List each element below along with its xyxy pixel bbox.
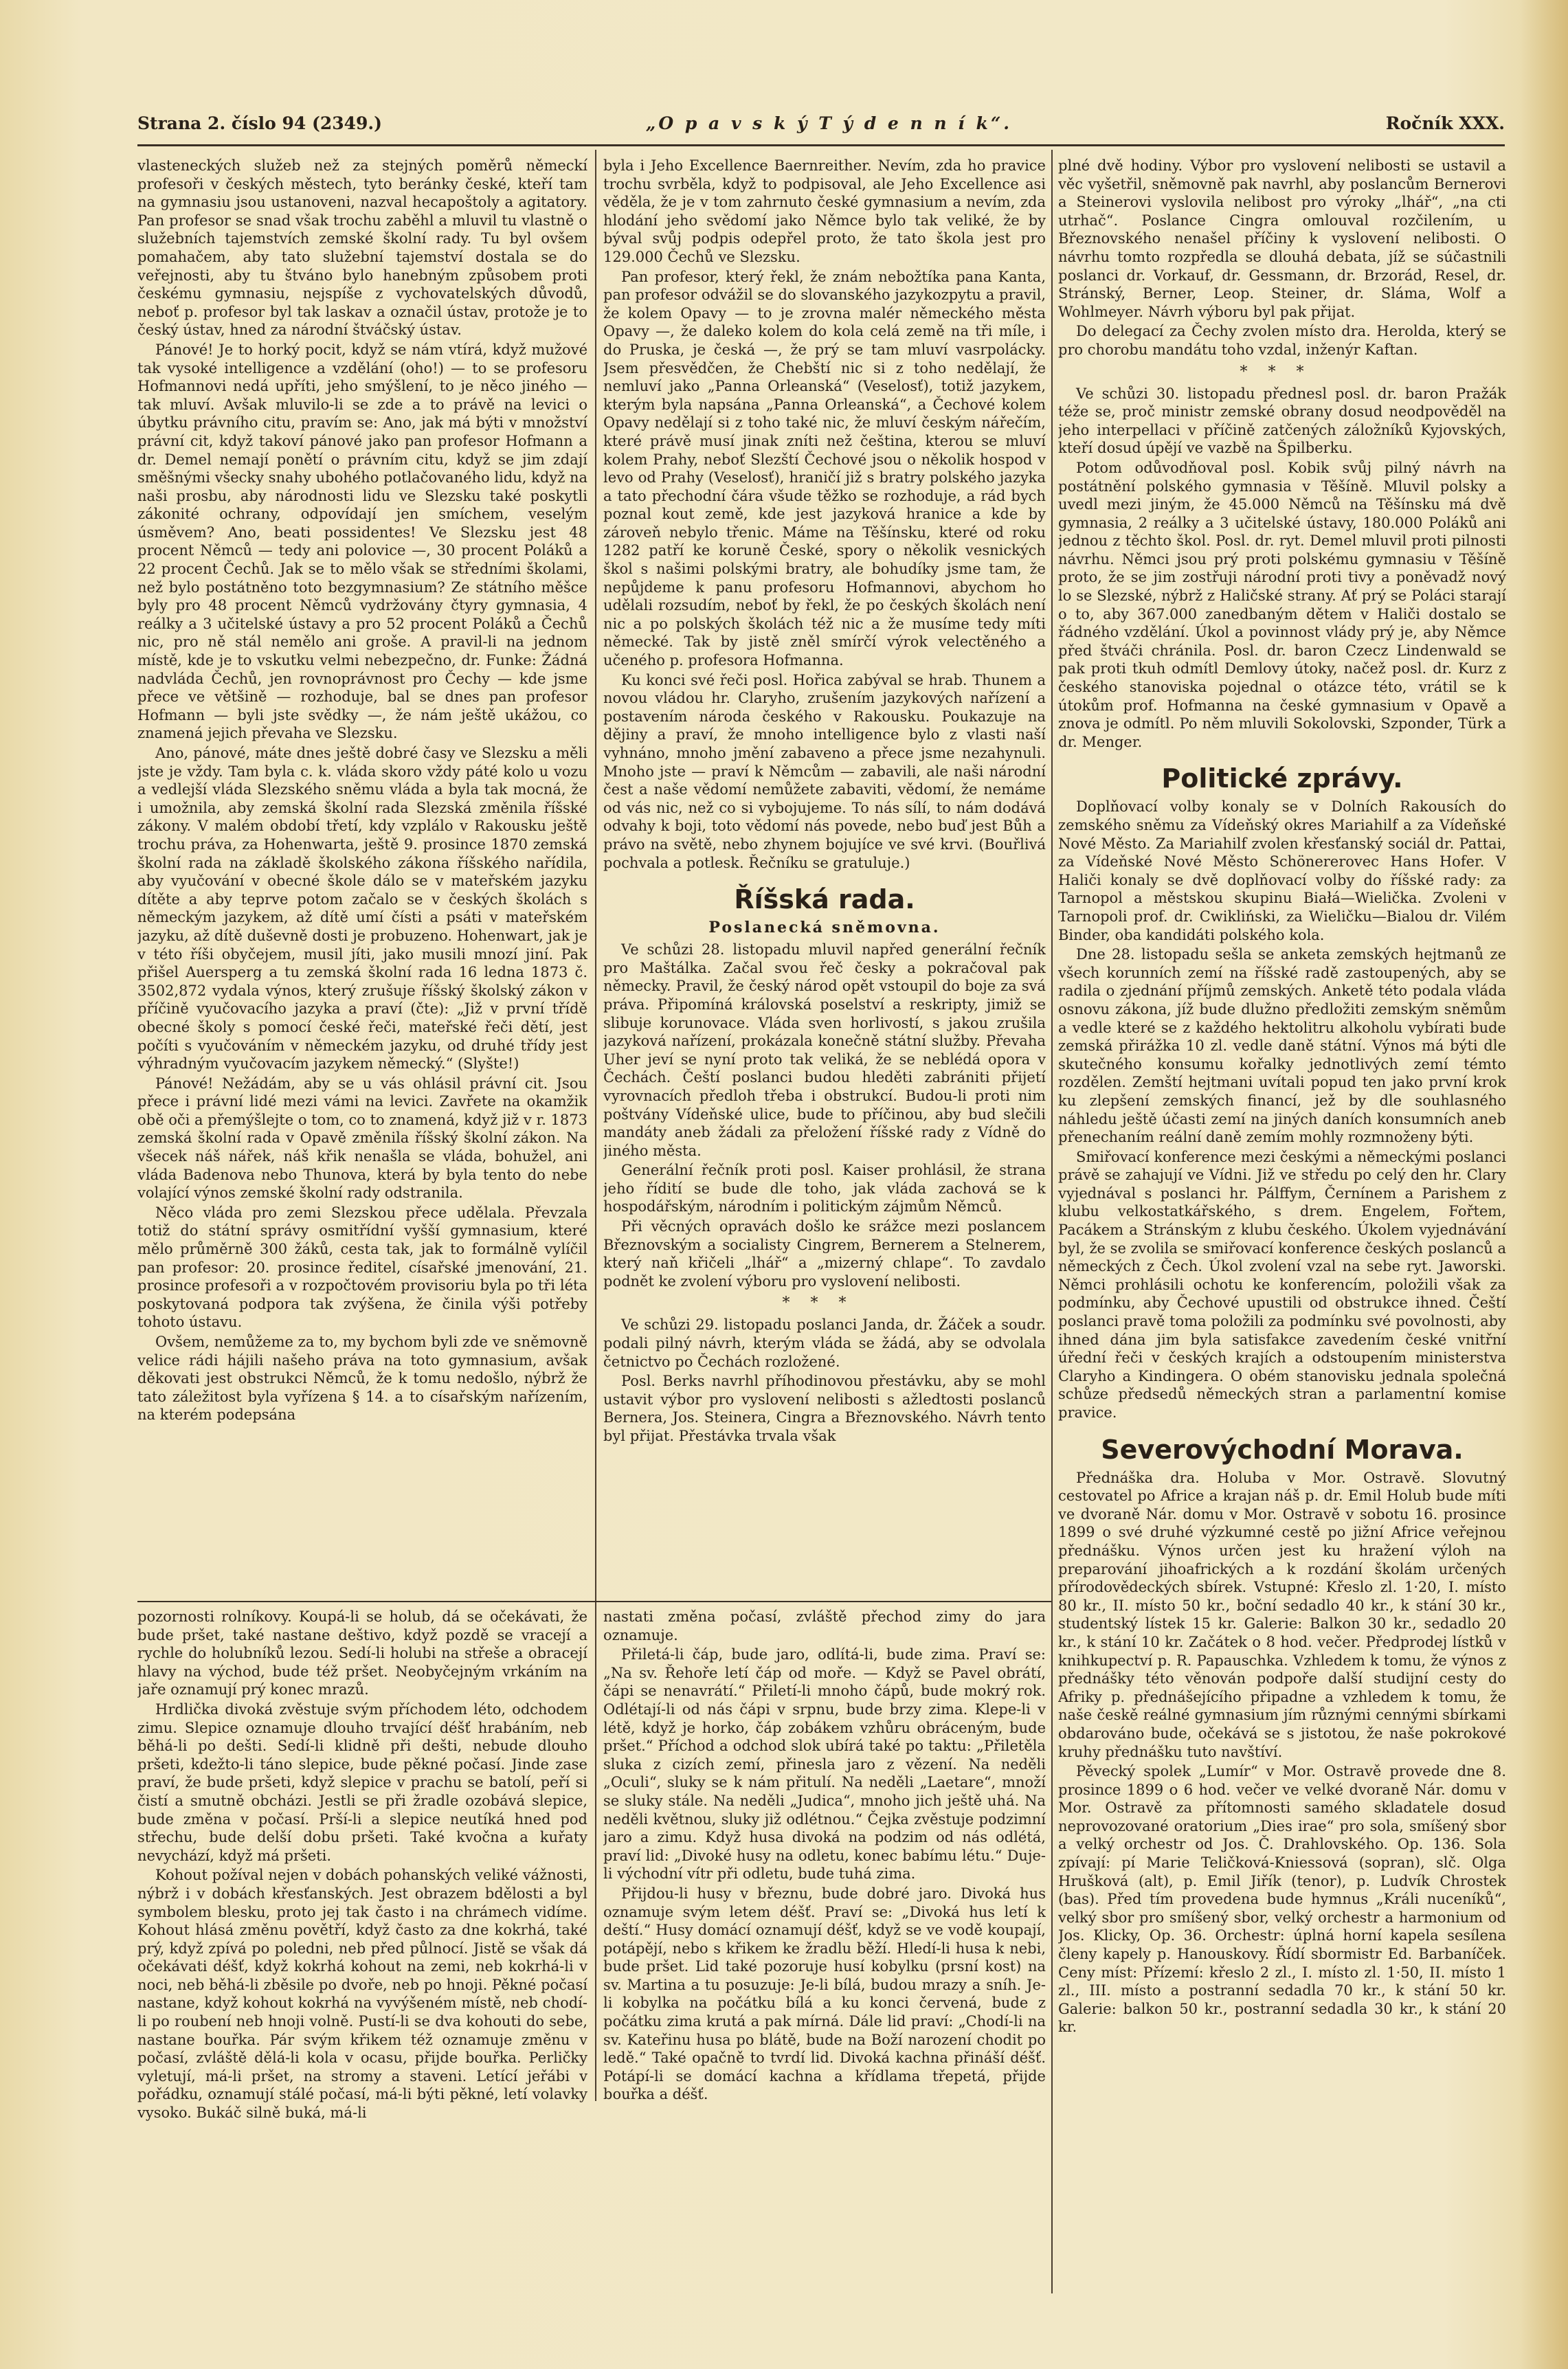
page-number: Strana 2. číslo 94 (2349.) [137, 113, 382, 133]
paragraph: Doplňovací volby konaly se v Dolních Rakousích do zemského sněmu za Vídeňský okres Mariahilf a za Vídeňské Nové Město. Za Mariahilf zvolen křesťanský sociál dr. Pattai, za Vídeňské Nové Město Schönererovec Hans Hofer. V Haliči konaly se dvě doplňovací volby do říšské rady: za Tarnopol a městskou skupinu Białá—Wielička. Zvoleni v Tarnopoli prof. dr. Cwikliński, za Wieličku—Bialou dr. Vilém Binder, oba kandidáti polského kola. [1058, 798, 1506, 943]
paragraph: Ku konci své řeči posl. Hořica zabýval se hrab. Thunem a novou vládou hr. Claryho, zrušením jazykových nařízení a postavením národa českého v Rakousku. Poukazuje na dějiny a praví, že mnoho intelligence bylo z vlasti naší vyhnáno, mnoho jmění zabaveno a přece jsme nezahynuli. Mnoho jste — praví k Němcům — zabavili, ale naši národní čest a naše vědomí nemůžete zabaviti, vědomí, že nemáme od vás nic, než co si vybojujeme. To nás sílí, to nám dodává odvahy k boji, toto vědomí nás povede, nebo buď jest Bůh a právo na světě, nebo zhynem bojujíce ve své krvi. (Bouřlivá pochvala a potlesk. Řečníku se gratuluje.) [603, 671, 1046, 871]
paragraph: nastati změna počasí, zvláště přechod zimy do jara oznamuje. [603, 1608, 1046, 1643]
paragraph: plné dvě hodiny. Výbor pro vyslovení nelibosti se ustavil a věc vyšetřil, sněmovně pak navrhl, aby poslancům Bernerovi a Steinerovi vyslovila nelibost pro výroky „lhář“, „na cti utrhač“. Poslance Cingra omlouval rozčilením, u Březnovského nenašel příčiny k vyslovení nelibosti. O návrhu tomto rozpředla se dlouhá debata, jíž se súčastnili poslanci dr. Vorkauf, dr. Gessmann, dr. Brzorád, Resel, dr. Stránský, Berner, Leop. Steiner, dr. Sláma, Wolf a Wohlmeyer. Návrh výboru byl pak přijat. [1058, 157, 1506, 320]
paragraph: Ve schůzi 29. listopadu poslanci Janda, dr. Žáček a soudr. podali pilný návrh, kterým vláda se žádá, aby se odvolala četnictvo po Čechách rozložené. [603, 1316, 1046, 1370]
separator-stars: *** [1240, 363, 1325, 381]
newspaper-title: „O p a v s k ý T ý d e n n í k“. [646, 113, 1012, 133]
paragraph: Přednáška dra. Holuba v Mor. Ostravě. Slovutný cestovatel po Africe a krajan náš p. dr. Emil Holub bude míti ve dvoraně Nár. domu v Mor. Ostravě v sobotu 16. prosince 1899 o své druhé výzkumné cestě po jižní Africe veřejnou přednášku. Výnos určen jest ku hražení výloh na preparování jihoafrických a k rozdání školám určených přírodovědeckých sbírek. Vstupné: Křeslo zl. 1·20, I. místo 80 kr., II. místo 50 kr., boční sedadlo 40 kr., k stání 30 kr., studentský lístek 15 kr. Galerie: Balkon 30 kr., sedadlo 20 kr., k stání 10 kr. Začátek o 8 hod. večer. Předprodej lístků v knihkupectví p. R. Papauschka. Vzhledem k tomu, že výnos z přednášky této věnován podpoře další studijní cesty do Afriky p. přednášejícího připadne a vzhledem k tomu, že naše českě reálné gymnasium jím různými cennými sbírkami obdarováno bude, očekává se s jistotou, že naše pokrokové kruhy přednášku tuto navštíví. [1058, 1469, 1506, 1760]
section-heading-severovychodni-morava: Severovýchodní Morava. [1101, 1434, 1464, 1465]
section-subheading: Poslanecká sněmovna. [708, 919, 941, 937]
paragraph: pozornosti rolníkovy. Koupá-li se holub, dá se očekávati, že bude pršet, také nastane deštivo, když pozdě se vracejí a rychle do holubníků lezou. Sedí-li holubi na střeše a obracejí hlavy na východ, bude též pršet. Neobyčejným vrkáním na jaře oznamují prý konec mrazů. [137, 1608, 587, 1698]
paragraph: Kohout požíval nejen v dobách pohanských veliké vážnosti, nýbrž i v dobách křesťanských. Jest obrazem bdělosti a byl symbolem blesku, proto jej tak často i na chrámech vidíme. Kohout hlásá změnu povětří, když často za dne kokrhá, také prý, když zpívá po poledni, neb před půlnocí. Jistě se však dá očekávati déšť, když kokrhá kohout na zemi, neb kokrhá-li v noci, neb běhá-li zběsile po dvoře, neb po hnoji. Pěkné počasí nastane, když kohout kokrhá na vyvýšeném místě, neb chodí-li po roubení neb hnoji volně. Pustí-li se dva kohouti do sebe, nastane bouřka. Pár svým křikem též oznamuje změnu v počasí, zvláště dělá-li kola v ocasu, přijde bouřka. Perličky vyletují, má-li pršet, na stromy a staveni. Letící jeřábi v pořádku, oznamují stálé počasí, má-li býti pěkné, letí volavky vysoko. Bukáč silně buká, má-li [137, 1867, 587, 2122]
paragraph: Ovšem, nemůžeme za to, my bychom byli zde ve sněmovně velice rádi hájili našeho práva na toto gymnasium, avšak děkovati jest obstrukci Němců, že k tomu nedošlo, nýbrž že tato záležitost byla vyřízena § 14. a to císařským nařízením, na kterém podepsána [137, 1334, 587, 1424]
paragraph: Něco vláda pro zemi Slezskou přece udělala. Převzala totiž do státní správy osmitřídní vyšší gymnasium, které mělo průměrně 300 žáků, cesta tak, jak to formálně vylíčil pan profesor: 20. prosince ředitel, císařské jmenování, 21. prosince profesoři a v rozpočtovém provisoriu byla po tři léta poskytovaná podpora tak zvýšena, že činila výši potřeby tohoto ústavu. [137, 1204, 587, 1331]
section-heading-rissska-rada: Říšská rada. [734, 884, 915, 915]
column-rule [595, 150, 596, 2101]
paragraph: Pan profesor, který řekl, že znám nebožtíka pana Kanta, pan profesor odvážil se do slovanského jazykozpytu a pravil, že kolem Opavy — to je zrovna malér německého města Opavy —, že daleko kolem do kola celá země na tři míle, i do Pruska, je česká —, že prý se tam mluví vasrpolácky. Jsem přesvědčen, že Chebští nic si z toho nedělají, že nemluví jako „Panna Orleanská“ (Veselosť), totiž jazykem, kterým byla napsána „Panna Orleanská“, a Čechové kolem Opavy nedělají si z toho také nic, že mluví českým nářečím, které právě musí jinak zníti než čeština, kterou se mluví kolem Prahy, neboť Slezští Čechové jsou o několik hospod v levo od Prahy (Veselosť), hraničí již s bratry polského jazyka a tato přechodní čára všude těžko se rozhoduje, a rád bych poznal kout země, kde jest jazyková hranice a kde by zároveň nebylo třenic. Máme na Těšínsku, které od roku 1282 patří ke koruně České, spory o několik vesnických škol s našimi polskými bratry, ale bohudíky jsme tam, že nepůjdeme k panu profesoru Hofmannovi, abychom ho udělali rozsudím, neboť by řekl, že po českých školách není nic a po polských školách též nic a že musíme tedy míti německé. Tak by jistě zněl smírčí výrok velectěného a učeného p. profesora Hofmanna. [603, 268, 1046, 669]
separator-stars: *** [782, 1294, 867, 1312]
page-header [137, 113, 1505, 146]
header-rule [137, 144, 1505, 146]
paragraph: Ve schůzi 28. listopadu mluvil napřed generální řečník pro Maštálka. Začal svou řeč česky a pokračoval pak německy. Pravil, že český národ opět vstoupil do boje za svá práva. Připomíná královská poselství a reskripty, jimiž se slibuje korunovace. Vláda sven horlivostí, s jakou zrušila jazyková nařízení, prokázala konečně státní služby. Převaha Uher jeví se nyní proto tak veliká, že se neblédá opora v Čechách. Čeští poslanci budou hleděti zabrániti přijetí vyrovnacích předloh třeba i obstrukcí. Budou-li proti nim poštvány Vídeňské ulice, bude to příčinou, aby bud slečili mandáty aneb žádali za přeložení říšské rady z Vídně do jiného města. [603, 941, 1046, 1159]
paragraph: Pánové! Je to horký pocit, když se nám vtírá, když mužové tak vysoké intelligence a vzdělání (oho!) — to se profesoru Hofmannovi nedá upříti, jeho smýšlení, to je něco jiného — tak mluví. Avšak mluvilo-li se zde a to právě na levici o úbytku právního citu, pravím se: Ano, jak má býti v množství právní cit, když takoví pánové jako pan profesor Hofmann a dr. Demel nemají ponětí o právním citu, když se jim zdají směšnými všecky snahy ubohého potlačovaného lidu, když na naši prosbu, aby národnosti lidu ve Slezsku také poskytli zákonité ochrany, odpovídají jen smíchem, veselým úsměvem? Ano, beati possidentes! Ve Slezsku jest 48 procent Němců — tedy ani polovice —, 30 procent Poláků a 22 procent Čechů. Jak se to mělo však se středními školami, než bylo postátněno toto bezgymnasium? Ze státního měšce byly pro 48 procent Němců vydržovány čtyry gymnasia, 4 reálky a 3 učitelské ústavy a pro 52 procent Poláků a Čechů nic, pro ně stál nemělo ani groše. A pravil-li na jednom místě, kde je to vskutku velmi nebezpečno, dr. Funke: Žádná nadvláda Čechů, jen rovnoprávnost pro Čechy — kde jsme přece ve většině — rozhoduje, bal se dnes pan profesor Hofmann — byli jste svědky —, že nám ještě ukážou, co znamená jejich převaha ve Slezsku. [137, 341, 587, 742]
column-1 [137, 157, 587, 1596]
volume-number: Ročník XXX. [1385, 113, 1505, 133]
feuilleton-column-1 [137, 1608, 587, 2293]
paragraph: Generální řečník proti posl. Kaiser prohlásil, že strana jeho řídití se bude dle toho, jak vláda zachová se k hospodářským, národním i politickým zájmům Němců. [603, 1162, 1046, 1215]
column-2 [603, 157, 1046, 1596]
paragraph: Do delegací za Čechy zvolen místo dra. Herolda, který se pro chorobu mandátu toho vzdal, inženýr Kaftan. [1058, 323, 1506, 358]
paragraph: Dne 28. listopadu sešla se anketa zemských hejtmanů ze všech korunních zemí na říšské radě zastoupených, aby se radila o zjednání příjmů zemských. Anketě této podala vláda osnovu zákona, jíž bude dlužno předložiti zemským sněmům a vedle které se z každého hektolitru alkoholu vybírati bude zemská přirážka 10 zl. vedle daně státní. Výnos má býti dle skutečného konsumu kořalky jednotlivých zemí témto rozdělen. Zemští hejtmani uvítali popud ten jako první krok ku zlepšení zemských financí, jež by dle souhlasného náhledu ještě účasti zemí na jiných daních konsumních aneb přenechaním reální daně zemím mohly rozmnoženy býti. [1058, 946, 1506, 1146]
paragraph: Ve schůzi 30. listopadu přednesl posl. dr. baron Pražák téže se, proč ministr zemské obrany dosud neodpověděl na jeho interpellaci v příčině zatčených záložníků Kyjovských, kteří dosud úpějí ve vazbě na Špilberku. [1058, 385, 1506, 457]
paragraph: Potom odůvodňoval posl. Kobik svůj pilný návrh na postátnění polského gymnasia v Těšíně. Mluvil polsky a uvedl mezi jiným, že 45.000 Němců na Těšínsku má dvě gymnasia, 2 reálky a 3 učitelské ústavy, 180.000 Poláků ani jednou z těchto škol. Posl. dr. ryt. Demel mluvil proti pilnosti návrhu. Němci jsou prý proti polskému gymnasiu v Těšíně proto, že se jim zostřuji národní proti tivy a poněvadž nový lo se Slezské, nýbrž z Haličské strany. Ať prý se Poláci starají o to, aby 367.000 zanedbaným dětem v Haliči dostalo se řádného vzdělání. Úkol a povinnost vlády prý je, aby Němce před štváči chránila. Posl. dr. baron Czecz Lindenwald se pak proti tkuh odmítl Demlovy útoky, načež posl. dr. Kurz z českého stanoviska pojednal o otázce této, vrátil se k útokům prof. Hofmanna na české gymnasium v Opavě a znova je odmítl. Po něm mluvili Sokolovski, Szponder, Türk a dr. Menger. [1058, 459, 1506, 750]
feuilleton-column-2 [603, 1608, 1046, 2293]
paragraph: Přiletá-li čáp, bude jaro, odlítá-li, bude zima. Praví se: „Na sv. Řehoře letí čáp od moře. — Když se Pavel obrátí, čápi se nenavrátí.“ Přiletí-li mnoho čápů, bude mokrý rok. Odlétají-li od nás čápi v srpnu, bude brzy zima. Klepe-li v létě, když je horko, čáp zobákem vzhůru obráceným, bude pršet.“ Příchod a odchod slok ubírá také po taktu: „Přiletěla sluka z cizích zemí, přinesla jaro z vězení. Na neděli „Oculi“, sluky se k nám přitulí. Na neděli „Laetare“, množí se sluky stále. Na neděli „Judica“, mnoho jich ještě uhá. Na neděli květnou, sluky již odlétnou.“ Čejka zvěstuje podzimní jaro a zimu. Když husa divoká na podzim od nás odlétá, praví lid: „Divoké husy na odletu, konec babímu létu.“ Duje-li východní vítr při odletu, bude tuhá zima. [603, 1646, 1046, 1883]
paragraph: vlasteneckých služeb než za stejných poměrů německí profesoři v českých městech, tyto beránky české, kteří tam na gymnasiu jsou ustanoveni, nazval hecapoštoly a agitatory. Pan profesor se snad však trochu zaběhl a mluvil tu vlastně o služebních tajemstvích zemské školní rady. Tu byl ovšem pomahačem, aby tato služební tajemství dostala se do veřejnosti, aby tu štváno bylo hanebným způsobem proti českému gymnasiu, nejspíše z vychovatelských důvodů, neboť p. profesor byl tak laskav a označil ústav, protože je to český ústav, hned za národní štváčský ústav. [137, 157, 587, 339]
paragraph: Pěvecký spolek „Lumír“ v Mor. Ostravě provede dne 8. prosince 1899 o 6 hod. večer ve velké dvoraně Nár. domu v Mor. Ostravě za přítomnosti samého skladatele dosud neprovozované oratorium „Dies irae“ pro sola, smíšený sbor a velký orchestr od Jos. Č. Drahlovského. Op. 136. Sola zpívají: pí Marie Teličková-Kniessová (sopran), slč. Olga Hrušková (alt), p. Emil Jiřík (tenor), p. Ludvík Chrostek (bas). Před tím provedena bude hymnus „Králi nuceníků“, velký sbor pro smíšený sbor, velký orchestr a harmonium od Jos. Klicky, Op. 36. Orchestr: úplná horní kapela sesílena členy kapely p. Hanouskovy. Řídí sbormistr Ed. Barbaníček. Ceny míst: Přízemí: křeslo 2 zl., I. místo zl. 1·50, II. místo 1 zl., III. místo a postranní sedadla 70 kr., k stání 50 kr. Galerie: balkon 50 kr., postranní sedadla 30 kr., k stání 20 kr. [1058, 1763, 1506, 2036]
paragraph: Přijdou-li husy v březnu, bude dobré jaro. Divoká hus oznamuje svým letem déšť. Praví se: „Divoká hus letí k deští.“ Husy domácí oznamují déšť, když se ve vodě koupají, potápějí, nebo s křikem ke žradlu běží. Hledí-li husa k nebi, bude pršet. Lid také pozoruje husí kobylku (prsní kost) na sv. Martina a tu posuzuje: Je-li bílá, budou mrazy a sníh. Je-li kobylka na počátku bílá a ku konci červená, bude z počátku zima krutá a pak mírná. Dále lid praví: „Chodí-li na sv. Kateřinu husa po blátě, bude na Boží narození chodit po ledě.“ Také opačně to tvrdí lid. Divoká kachna přináší déšť. Potápí-li se domácí kachna a křídlama třepetá, přijde bouřka a déšť. [603, 1885, 1046, 2103]
column-3 [1058, 157, 1506, 2293]
section-rule [137, 1601, 1051, 1602]
paragraph: Hrdlička divoká zvěstuje svým příchodem léto, odchodem zimu. Slepice oznamuje dlouho trvající déšť hrabáním, neb běhá-li po dešti. Sedí-li klidně při dešti, nebude dlouho pršeti, kdežto-li táno slepice, bude pěkné počasí. Jinde zase praví, že bude pršeti, když slepice v prachu se batolí, peří si čistí a smutně obcházi. Jestli se při žradle ozobává slepice, bude změna v počasí. Prší-li a slepice neutíká hned pod střechu, bude delší dobu pršeti. Také kvočna a kuřaty nevychází, když má pršeti. [137, 1700, 587, 1864]
paragraph: Smiřovací konference mezi českými a německými poslanci právě se zahajují ve Vídni. Již ve středu po celý den hr. Clary vyjednával s poslanci hr. Pálffym, Černínem a Parishem z klubu velkostatkářského, s drem. Engelem, Fořtem, Pacákem a Stránským z klubu českého. Úkolem vyjednávání byl, že se zvolila se smiřovací konference českých poslanců a německých z Čech. Úkol zvolení vzal na sebe ryt. Jaworski. Němci prohlásili ochotu ke konferencím, položili však za podmínku, aby Čechové upustili od obstrukce ihned. Čeští poslanci pravě toma položili za podmínku své povolnosti, aby ihned dána jim byla satisfakce zavedením české vnitřní úřední řeči v českých krajích a odstoupením ministerstva Claryho a Kindingera. O obém stanovisku jednala společná schůze předsedů německých stran a parlamentní komise pravice. [1058, 1148, 1506, 1421]
paragraph: Pánové! Nežádám, aby se u vás ohlásil právní cit. Jsou přece i právní lidé mezi vámi na levici. Zavřete na okamžik obě oči a přemýšlejte o tom, co to znamená, když již v r. 1873 zemská školní rada v Opavě změnila říšský školní zákon. Na všecek náš nářek, náš křik nenašla se vláda, bohužel, ani vláda Badenova nebo Thunova, která by byla tento do nebe volající výnos zemské školní rady odstranila. [137, 1075, 587, 1202]
paragraph: Posl. Berks navrhl příhodinovou přestávku, aby se mohl ustavit výbor pro vyslovení nelibosti s ažledtosti poslanců Bernera, Jos. Steinera, Cingra a Březnovského. Návrh tento byl přijat. Přestávka trvala však [603, 1373, 1046, 1444]
paragraph: Ano, pánové, máte dnes ještě dobré časy ve Slezsku a měli jste je vždy. Tam byla c. k. vláda skoro vždy páté kolo u vozu a vedlejší vláda Slezského sněmu vláda a byla tak mocná, že i umožnila, aby zemská školní rada Slezská změnila říšské zákony. V malém období třetí, kdy vzplálo v Rakousku ještě trochu práva, za Hohenwarta, ještě 9. prosince 1870 zemská školní rada na základě školského zákona říšského nařídila, aby vyučování v obecné škole dálo se v mateřském jazyku dítěte a aby teprve potom začalo se v českých školách s německým jazykem, až dítě umí čísti a psáti v mateřském jazyku, až dítě duševně dosti je probuzeno. Hohenwart, jak je v této říši obyčejem, musil jíti, jako musili mnozí jiní. Pak přišel Auersperg a tu zemská školní rada 16 ledna 1873 č. 3502,872 vydala výnos, který zrušuje říšský školský zákon v příčině vyučovacího jazyka a praví (čte): „Již v první třídě obecné školy s pomocí české řeči, mateřské řeči dětí, jest počíti s vyučováním v německém jazyku, od druhé třídy jest výhradným vyučovacím jazykem německý.“ (Slyšte!) [137, 745, 587, 1073]
paragraph: byla i Jeho Excellence Baernreither. Nevím, zda ho pravice trochu svrběla, když to podpisoval, ale Jeho Excellence asi věděla, že je v tom zahrnuto české gymnasium a nevím, zda hlodání jeho svědomí jako Němce bylo tak veliké, že by býval svůj podpis odepřel proto, že tato škola jest pro 129.000 Čechů ve Slezsku. [603, 157, 1046, 265]
section-heading-politicke-zpravy: Politické zprávy. [1161, 763, 1403, 794]
column-rule [1051, 150, 1053, 2293]
page-edge-shadow [1520, 0, 1568, 2369]
paragraph: Při věcných opravách došlo ke srážce mezi poslancem Březnovským a socialisty Cingrem, Bernerem a Stelnerem, který naň křičeli „lhář“ a „mizerný chlape“. To zavdalo podnět ke zvolení výboru pro vyslovení nelibosti. [603, 1218, 1046, 1290]
